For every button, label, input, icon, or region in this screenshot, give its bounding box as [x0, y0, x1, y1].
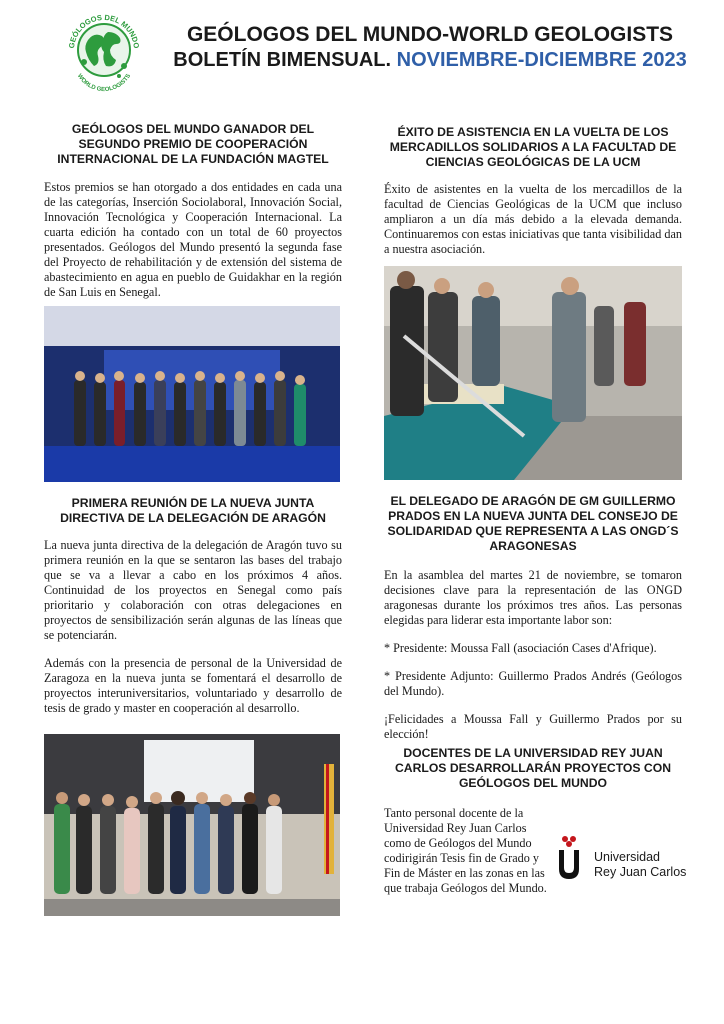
- newsletter-subtitle: [150, 48, 710, 73]
- article-delegado-body: [384, 568, 682, 755]
- article-delegado-text-2: * Presidente: Moussa Fall (asociación Cases d'Afrique).: [384, 641, 657, 655]
- urjc-logo: [556, 834, 686, 884]
- mercadillo-photo: [384, 266, 682, 480]
- article-delegado-text-3: * Presidente Adjunto: Guillermo Prados Andrés (Geólogos del Mundo).: [384, 669, 682, 698]
- urjc-name-line2: Rey Juan Carlos: [594, 865, 687, 879]
- bulletin-period: NOVIEMBRE-DICIEMBRE 2023: [396, 49, 687, 71]
- article-delegado-text-1: En la asamblea del martes 21 de noviembre, se tomaron decisiones clave para la representación de las ONGD aragonesas durante los próximos tres años. Las personas elegidas para liderar esta importante labor son:: [384, 568, 682, 627]
- article-urjc-body: [384, 806, 548, 909]
- article-aragon-title: PRIMERA REUNIÓN DE LA NUEVA JUNTA DIRECTIVA DE LA DELEGACIÓN DE ARAGÓN: [60, 496, 326, 525]
- article-aragon-body: [44, 538, 342, 729]
- newsletter-title: GEÓLOGOS DEL MUNDO-WORLD GEOLOGISTS: [186, 23, 674, 46]
- article-mercadillos-title: ÉXITO DE ASISTENCIA EN LA VUELTA DE LOS MERCADILLOS SOLIDARIOS A LA FACULTAD DE CIENCIAS GEOLÓGICAS DE LA UCM: [389, 125, 677, 169]
- article-magtel-body: [44, 180, 342, 313]
- svg-text:WORLD GEOLOGISTS: WORLD GEOLOGISTS: [75, 73, 133, 94]
- aragon-group-photo: [44, 734, 340, 916]
- geologos-del-mundo-logo: [64, 10, 144, 96]
- article-aragon-text-2: Además con la presencia de personal de la Universidad de Zaragoza en la nueva junta se fomentará el desarrollo de proyectos interuniversitarios, voluntariado y desarrollo de tesis de grado y master en cooperación al desarrollo.: [44, 656, 342, 715]
- article-delegado-text-4: ¡Felicidades a Moussa Fall y Guillermo Prados por su elección!: [384, 712, 682, 741]
- article-urjc-text: Tanto personal docente de la Universidad Rey Juan Carlos como de Geólogos del Mundo codirigirán Tesis fin de Grado y Fin de Máster en las zonas en las que trabaja Geólogos del Mundo.: [384, 806, 547, 895]
- article-delegado-title: EL DELEGADO DE ARAGÓN DE GM GUILLERMO PRADOS EN LA NUEVA JUNTA DEL CONSEJO DE SOLIDARIDAD QUE REPRESENTA A LAS ONGD´S ARAGONESAS: [387, 494, 679, 553]
- article-urjc-title: DOCENTES DE LA UNIVERSIDAD REY JUAN CARLOS DESARROLLARÁN PROYECTOS CON GEÓLOGOS DEL MUNDO: [394, 746, 672, 790]
- article-mercadillos-body: [384, 182, 682, 270]
- urjc-name-line1: Universidad: [594, 850, 661, 864]
- svg-text:GEÓLOGOS DEL MUNDO: GEÓLOGOS DEL MUNDO: [66, 12, 142, 49]
- bulletin-label: BOLETÍN BIMENSUAL.: [173, 49, 392, 71]
- article-magtel-text: Estos premios se han otorgado a dos entidades en cada una de las categorías, Inserción Sociolaboral, Innovación Social, Innovación Tecnológica y Cooperación Internacional. La cuarta edición ha contado con un total de 60 proyectos presentados. Geólogos del Mundo presentó la segunda fase del Proyecto de rehabilitación y de extensión del sistema de abastecimiento en agua en pueblo de Guidakhar en la región de San Luis en Senegal.: [44, 180, 342, 299]
- magtel-award-photo: [44, 306, 340, 482]
- article-aragon-text-1: La nueva junta directiva de la delegación de Aragón tuvo su primera reunión en la que se sentaron las bases del trabajo que se va a llevar a cabo en los próximos 4 años. Continuidad de los proyectos en Senegal como país prioritario y colaboración con otras delegaciones en proyectos de sensibilización serán algunas de las líneas que se potenciarán.: [44, 538, 342, 642]
- article-magtel-title: GEÓLOGOS DEL MUNDO GANADOR DEL SEGUNDO PREMIO DE COOPERACIÓN INTERNACIONAL DE LA FUNDACIÓN MAGTEL: [57, 122, 329, 166]
- article-mercadillos-text: Éxito de asistentes en la vuelta de los mercadillos de la facultad de Ciencias Geológicas de la UCM que incluso ampliaron a un día más debido a la elevada demanda. Continuaremos con estas iniciativas que tanta visibilidad dan a nuestra asociación.: [384, 182, 682, 256]
- urjc-emblem-icon: [556, 834, 582, 880]
